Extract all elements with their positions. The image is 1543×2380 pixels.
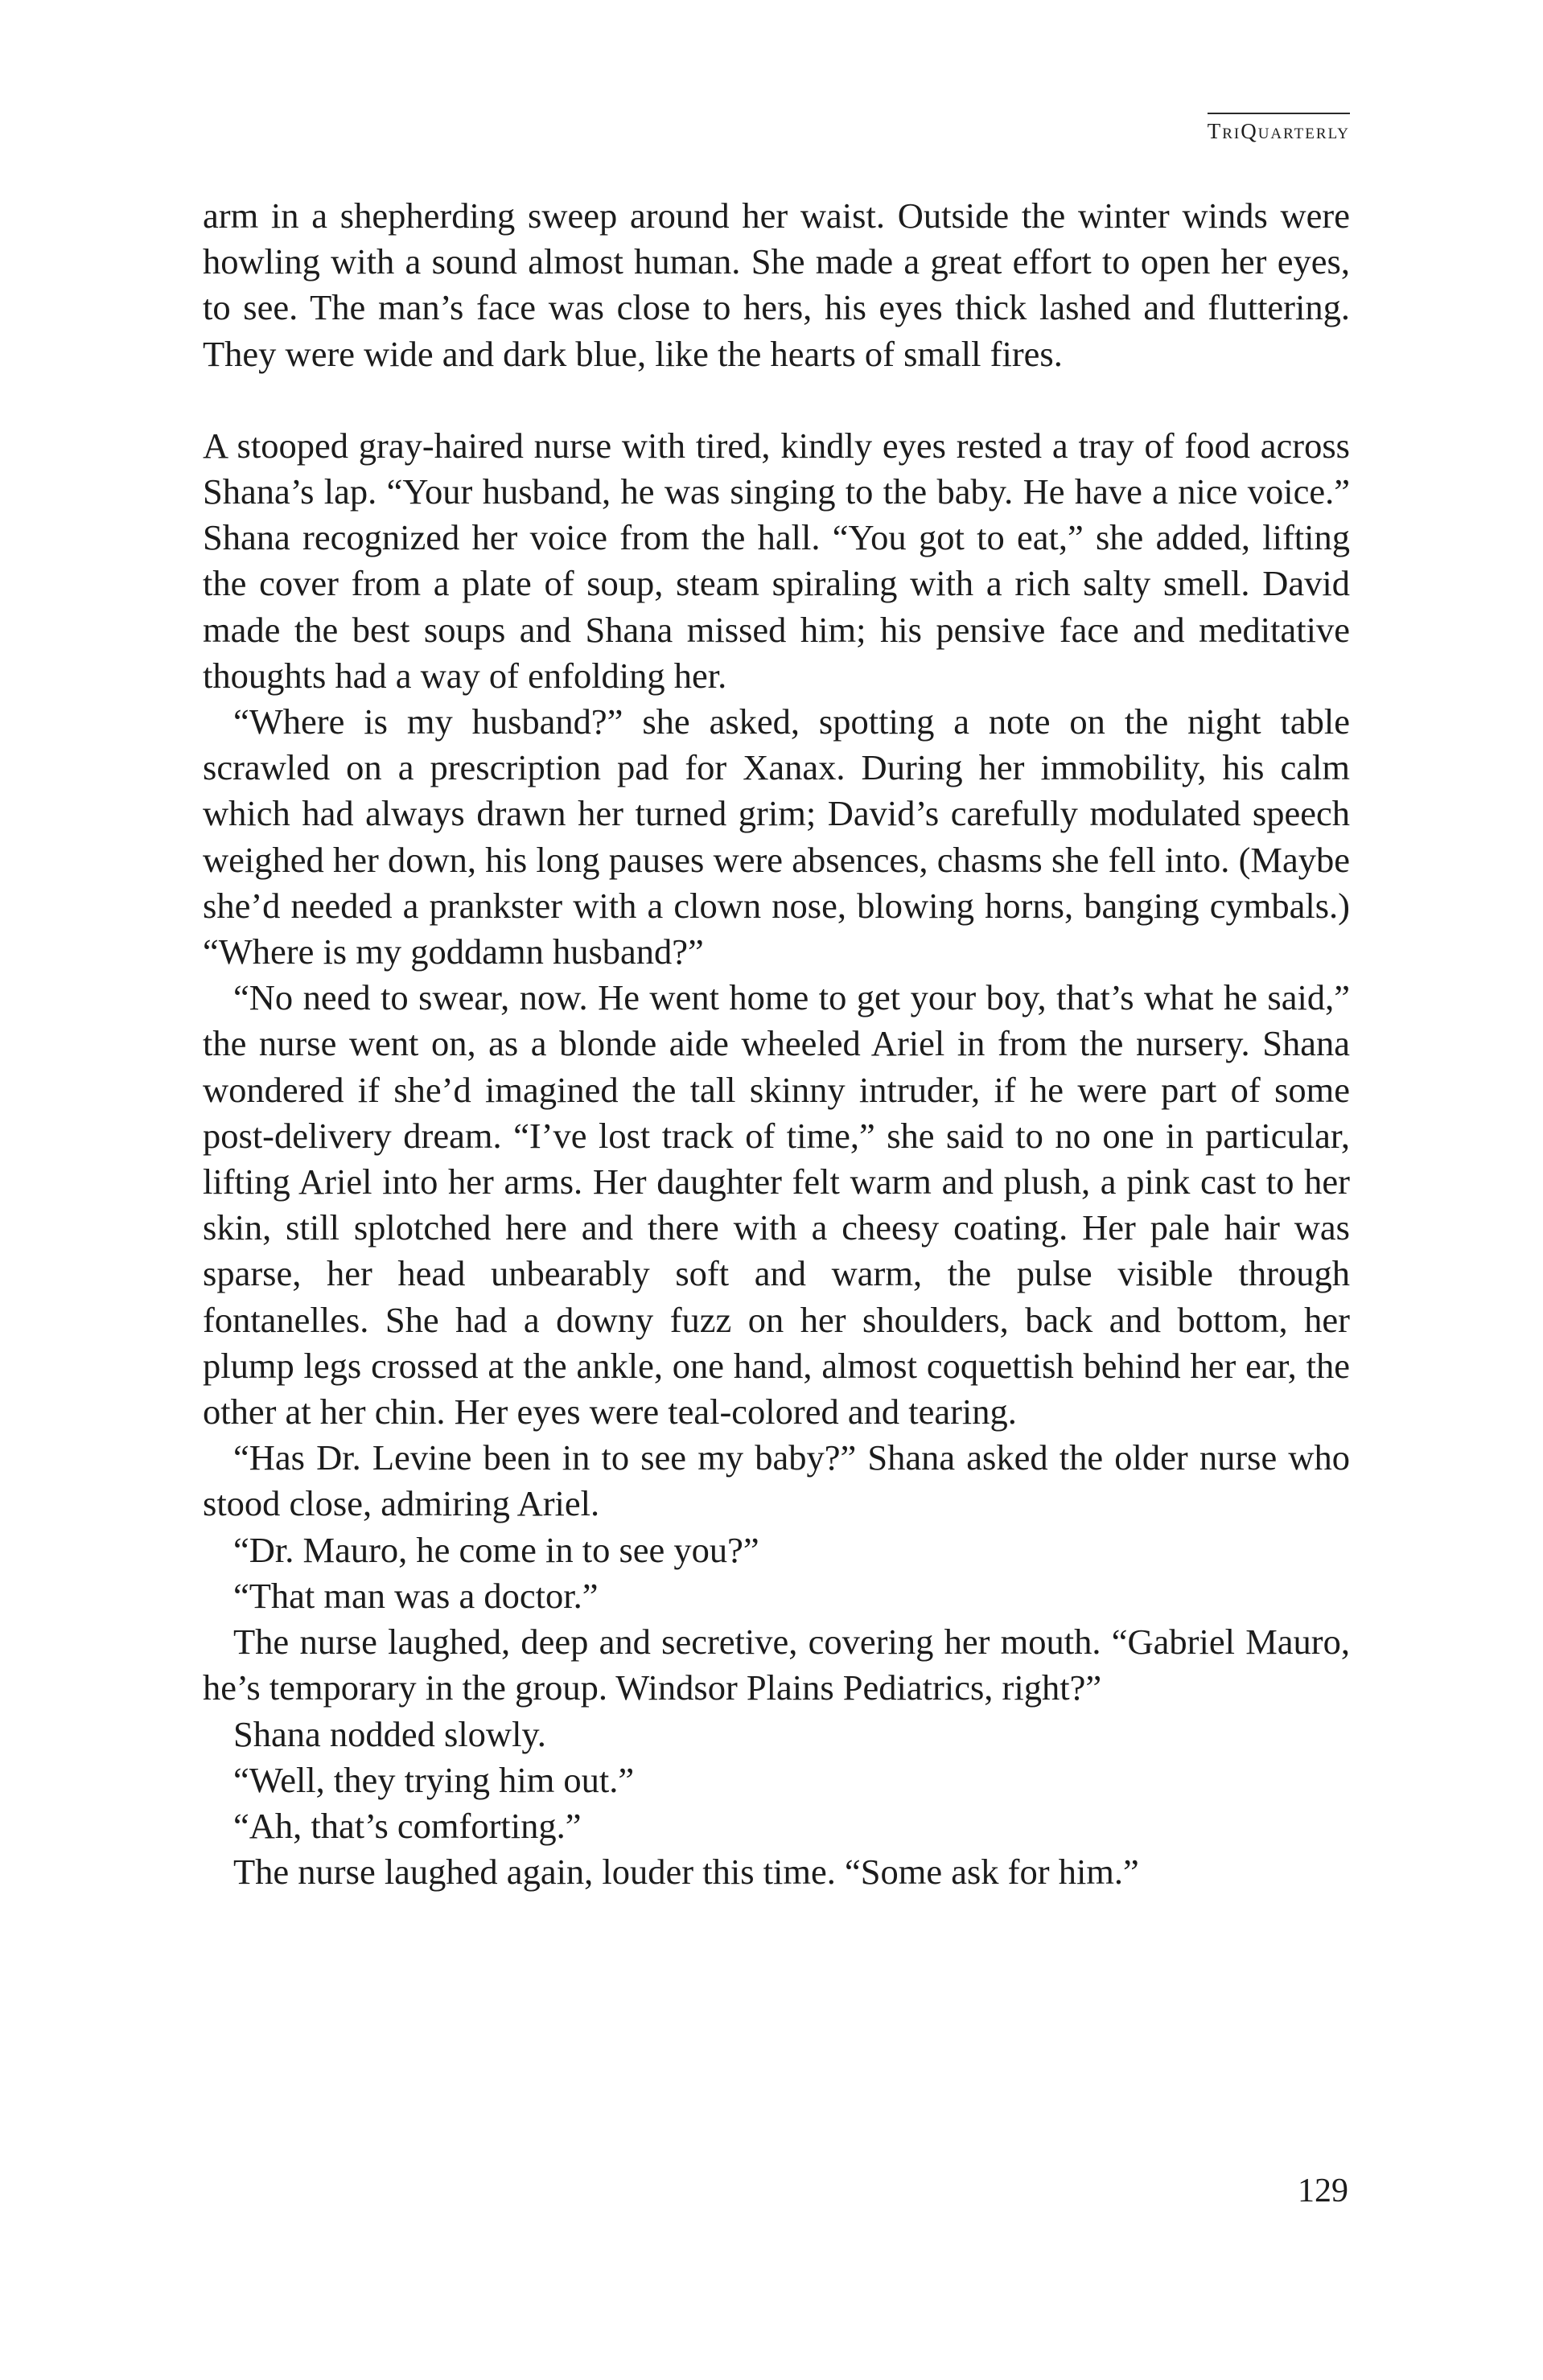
body-text — [203, 193, 1350, 1895]
paragraph: “Has Dr. Levine been in to see my baby?” Shana asked the older nurse who stood close, admiring Ariel. — [203, 1437, 1350, 1524]
paragraph: The nurse laughed, deep and secretive, covering her mouth. “Gabriel Mauro, he’s temporary in the group. Windsor Plains Pediatrics, right?” — [203, 1622, 1350, 1708]
page-number: 129 — [1298, 2172, 1348, 2209]
paragraph: “No need to swear, now. He went home to get your boy, that’s what he said,” the nurse went on, as a blonde aide wheeled Ariel in from the nursery. Shana wondered if she’d imagined the tall skinny intruder, if he were part of some post-delivery dream. “I’ve lost track of time,” she said to no one in particular, lifting Ariel into her arms. Her daughter felt warm and plush, a pink cast to her skin, still splotched here and there with a cheesy coating. Her pale hair was sparse, her head unbearably soft and warm, the pulse visible through fontanelles. She had a downy fuzz on her shoulders, back and bottom, her plump legs crossed at the ankle, one hand, almost coquettish behind her ear, the other at her chin. Her eyes were teal-colored and tearing. — [203, 977, 1350, 1433]
paragraph: The nurse laughed again, louder this time. “Some ask for him.” — [233, 1852, 1139, 1893]
paragraph: Shana nodded slowly. — [233, 1713, 546, 1754]
paragraph-continuation: arm in a shepherding sweep around her waist. Outside the winter winds were howling with a sound almost human. She made a great effort to open her eyes, to see. The man’s face was close to hers, his eyes thick lashed and fluttering. They were wide and dark blue, like the hearts of small fires. — [203, 195, 1350, 374]
paragraph: “Dr. Mauro, he come in to see you?” — [233, 1529, 759, 1570]
paragraph: “Where is my husband?” she asked, spotting a note on the night table scrawled on a prescription pad for Xanax. During her immobility, his calm which had always drawn her turned grim; David’s carefully modulated speech weighed her down, his long pauses were absences, chasms she fell into. (Maybe she’d needed a prankster with a clown nose, blowing horns, banging cymbals.) “Where is my goddamn husband?” — [203, 701, 1350, 972]
paragraph: “Ah, that’s comforting.” — [233, 1805, 582, 1846]
paragraph: “Well, they trying him out.” — [233, 1759, 635, 1800]
running-head: TriQuarterly — [1208, 113, 1350, 147]
paragraph: “That man was a doctor.” — [233, 1575, 599, 1616]
paragraph-section-start: A stooped gray-haired nurse with tired, kindly eyes rested a tray of food across Shana’s lap. “Your husband, he was singing to the baby. He have a nice voice.” Shana recognized her voice from the hall. “You got to eat,” she added, lifting the cover from a plate of soup, steam spiraling with a rich salty smell. David made the best soups and Shana missed him; his pensive face and meditative thoughts had a way of enfolding her. — [203, 425, 1350, 696]
